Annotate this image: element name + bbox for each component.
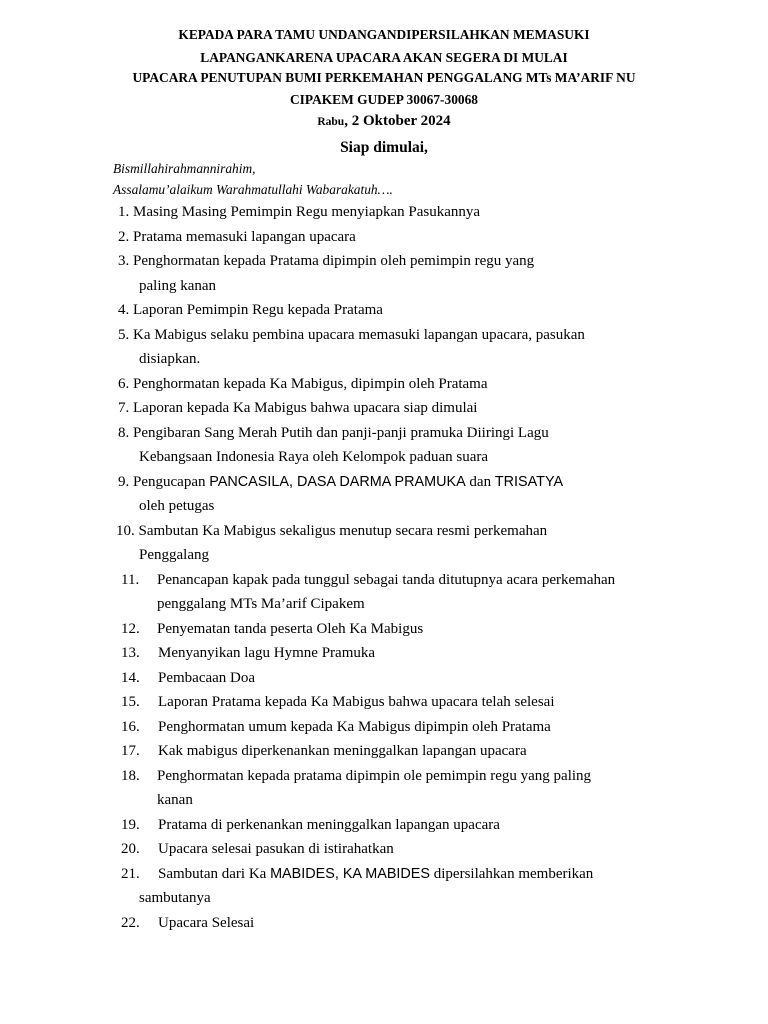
- date-text: , 2 Oktober 2024: [344, 113, 451, 129]
- list-item-16-text: Penghormatan umum kepada Ka Mabigus dipimpin oleh Pratama: [158, 719, 551, 735]
- item-number: 13.: [121, 645, 140, 661]
- list-item-18: [121, 767, 140, 785]
- list-item-6: [118, 375, 488, 393]
- list-item-1: [118, 203, 480, 221]
- item-number: 9.: [118, 474, 130, 490]
- item-number: 20.: [121, 841, 140, 857]
- item-number: 21.: [121, 866, 140, 882]
- item-text-c: dipersilahkan memberikan: [430, 866, 594, 882]
- list-item-21-continuation: sambutanya: [139, 890, 211, 906]
- list-item-15: [121, 693, 140, 711]
- item-text: Masing Masing Pemimpin Regu menyiapkan Pasukannya: [133, 204, 481, 220]
- list-item-14: [121, 669, 140, 687]
- item-text-c: dan: [465, 474, 495, 490]
- greeting-bismillah: Bismillahirahmannirahim,: [113, 161, 256, 176]
- ready-title: Siap dimulai,: [340, 139, 428, 156]
- item-text: Penghormatan kepada Ka Mabigus, dipimpin oleh Pratama: [133, 376, 488, 392]
- item-number: 8.: [118, 425, 130, 441]
- item-number: 1.: [118, 204, 130, 220]
- item-number: 14.: [121, 670, 140, 686]
- list-item-11-text: Penancapan kapak pada tunggul sebagai tanda ditutupnya acara perkemahan: [157, 572, 616, 588]
- item-number: 6.: [118, 376, 130, 392]
- list-item-16: [121, 718, 140, 736]
- item-number: 18.: [121, 768, 140, 784]
- list-item-11-continuation: penggalang MTs Ma’arif Cipakem: [157, 596, 365, 612]
- item-text: Pratama memasuki lapangan upacara: [133, 229, 356, 245]
- list-item-17: [121, 742, 140, 760]
- item-number: 7.: [118, 400, 130, 416]
- list-item-20: [121, 840, 140, 858]
- list-item-3: [118, 252, 534, 270]
- list-item-18-text: Penghormatan kepada pratama dipimpin ole pemimpin regu yang paling: [157, 768, 592, 784]
- item-text: Penghormatan kepada Pratama dipimpin oleh pemimpin regu yang: [133, 253, 535, 269]
- item-number: 2.: [118, 229, 130, 245]
- item-text: Pengibaran Sang Merah Putih dan panji-panji pramuka Diiringi Lagu: [133, 425, 549, 441]
- header-line-1: KEPADA PARA TAMU UNDANGANDIPERSILAHKAN MEMASUKI: [178, 27, 590, 42]
- item-text: Laporan Pemimpin Regu kepada Pratama: [133, 302, 383, 318]
- list-item-22-text: Upacara Selesai: [158, 915, 255, 931]
- item-number: 15.: [121, 694, 140, 710]
- item-number: 3.: [118, 253, 130, 269]
- header-line-3: UPACARA PENUTUPAN BUMI PERKEMAHAN PENGGALANG MTs MA’ARIF NU: [132, 70, 636, 85]
- list-item-9: [118, 473, 563, 491]
- list-item-21-text: [158, 865, 593, 883]
- list-item-19-text: Pratama di perkenankan meninggalkan lapangan upacara: [158, 817, 500, 833]
- item-number: 4.: [118, 302, 130, 318]
- list-item-13-text: Menyanyikan lagu Hymne Pramuka: [158, 645, 376, 661]
- list-item-2: [118, 228, 356, 246]
- item-text-a: Pengucapan: [133, 474, 210, 490]
- list-item-17-text: Kak mabigus diperkenankan meninggalkan lapangan upacara: [158, 743, 527, 759]
- list-item-5: [118, 326, 585, 344]
- item-text-b: MABIDES, KA MABIDES: [270, 866, 431, 882]
- item-number: 22.: [121, 915, 140, 931]
- item-number: 19.: [121, 817, 140, 833]
- item-number: 10.: [116, 523, 135, 539]
- list-item-9-continuation: oleh petugas: [139, 498, 215, 514]
- header-line-4: CIPAKEM GUDEP 30067-30068: [290, 92, 478, 107]
- list-item-21: [121, 865, 140, 883]
- list-item-10-continuation: Penggalang: [139, 547, 209, 563]
- item-number: 5.: [118, 327, 130, 343]
- list-item-20-text: Upacara selesai pasukan di istirahatkan: [158, 841, 394, 857]
- item-number: 16.: [121, 719, 140, 735]
- date-line: [0, 113, 768, 130]
- item-number: 12.: [121, 621, 140, 637]
- list-item-12-text: Penyematan tanda peserta Oleh Ka Mabigus: [157, 621, 424, 637]
- list-item-18-continuation: kanan: [157, 792, 193, 808]
- day-text: Rabu: [317, 116, 345, 128]
- list-item-14-text: Pembacaan Doa: [158, 670, 256, 686]
- list-item-4: [118, 301, 383, 319]
- item-text: Laporan kepada Ka Mabigus bahwa upacara siap dimulai: [133, 400, 478, 416]
- header-line-2: LAPANGANKARENA UPACARA AKAN SEGERA DI MULAI: [200, 50, 568, 65]
- list-item-10: [116, 522, 547, 540]
- item-text-a: Sambutan dari Ka: [158, 866, 271, 882]
- list-item-8-continuation: Kebangsaan Indonesia Raya oleh Kelompok paduan suara: [139, 449, 489, 465]
- list-item-7: [118, 399, 477, 417]
- item-text-b: PANCASILA, DASA DARMA PRAMUKA: [209, 474, 466, 490]
- list-item-13: [121, 644, 140, 662]
- list-item-19: [121, 816, 140, 834]
- list-item-5-continuation: disiapkan.: [139, 351, 201, 367]
- list-item-22: [121, 914, 140, 932]
- list-item-11: [121, 571, 139, 589]
- greeting-salam: Assalamu’alaikum Warahmatullahi Wabarakatuh….: [113, 182, 393, 197]
- list-item-8: [118, 424, 549, 442]
- item-number: 11.: [121, 572, 140, 588]
- list-item-3-continuation: paling kanan: [139, 278, 217, 294]
- item-text: Sambutan Ka Mabigus sekaligus menutup secara resmi perkemahan: [138, 523, 548, 539]
- list-item-12: [121, 620, 140, 638]
- list-item-15-text: Laporan Pratama kepada Ka Mabigus bahwa upacara telah selesai: [158, 694, 555, 710]
- item-text: Ka Mabigus selaku pembina upacara memasuki lapangan upacara, pasukan: [133, 327, 585, 343]
- item-text-d: TRISATYA: [494, 474, 564, 490]
- item-number: 17.: [121, 743, 140, 759]
